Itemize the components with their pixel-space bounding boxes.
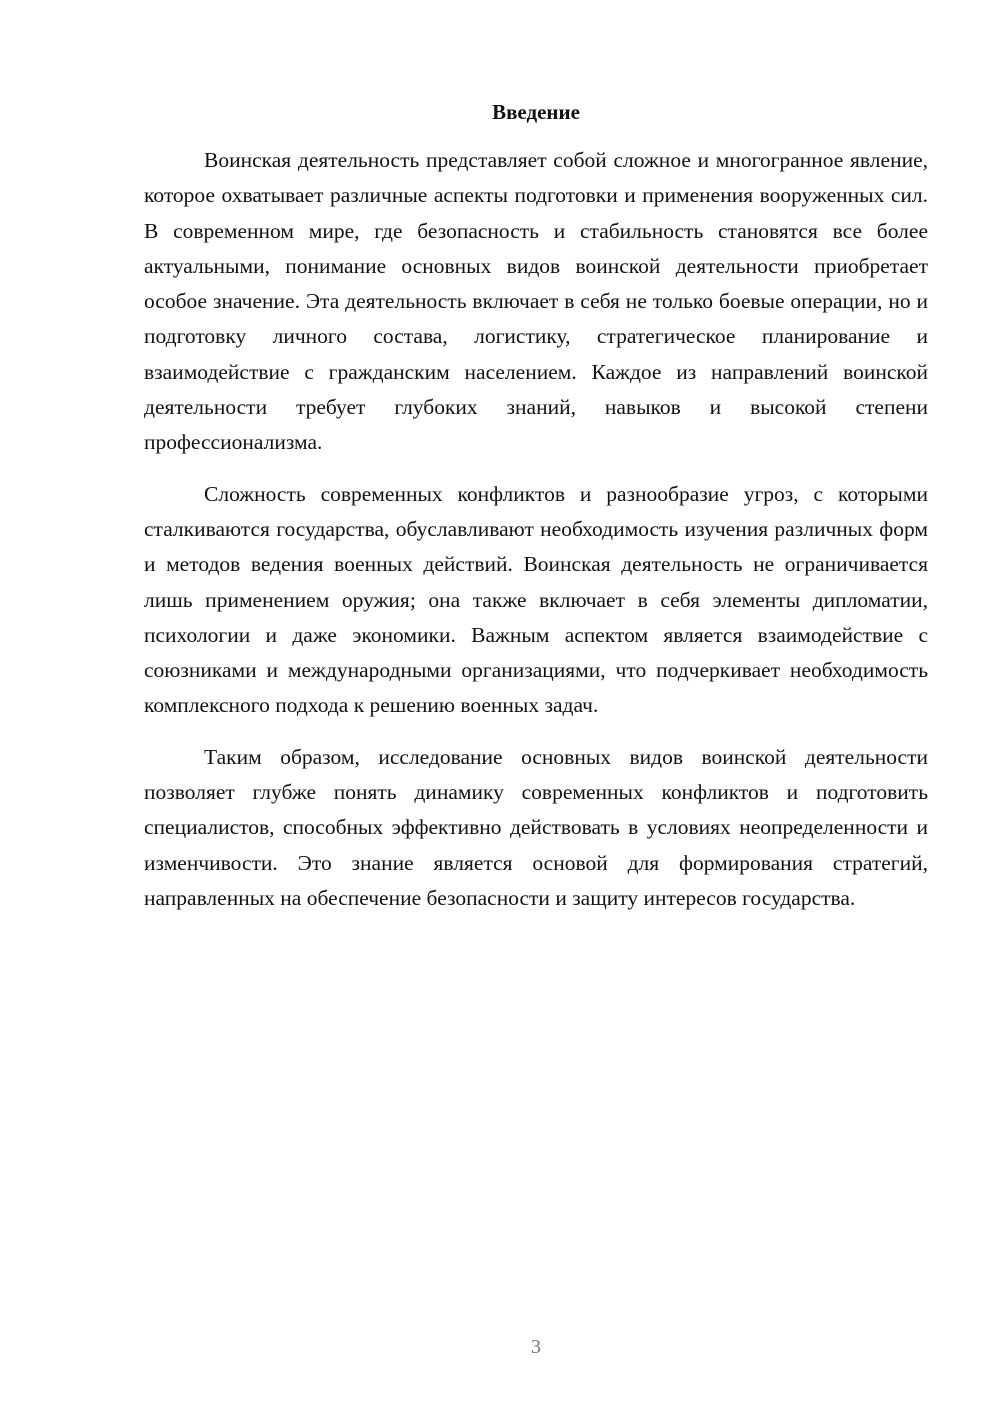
paragraph-3: Таким образом, исследование основных видов воинской деятельности позволяет глубже понять динамику современных конфликтов и подготовить специалистов, способных эффективно действовать в условиях неопределенности и изменчивости. Это знание является основой для формирования стратегий, направленных на обеспечение безопасности и защиту интересов государства. — [144, 744, 928, 910]
page-number: 3 — [531, 1336, 541, 1358]
paragraph-2: Сложность современных конфликтов и разнообразие угроз, с которыми сталкиваются государства, обуславливают необходимость изучения различных форм и методов ведения военных действий. Воинская деятельность не ограничивается лишь применением оружия; она также включает в себя элементы дипломатии, психологии и даже экономики. Важным аспектом является взаимодействие с союзниками и международными организациями, что подчеркивает необходимость комплексного подхода к решению военных задач. — [144, 481, 928, 718]
page-title: Введение — [492, 100, 580, 124]
paragraph-1: Воинская деятельность представляет собой сложное и многогранное явление, которое охватывает различные аспекты подготовки и применения вооруженных сил. В современном мире, где безопасность и стабильность становятся все более актуальными, понимание основных видов воинской деятельности приобретает особое значение. Эта деятельность включает в себя не только боевые операции, но и подготовку личного состава, логистику, стратегическое планирование и взаимодействие с гражданским населением. Каждое из направлений воинской деятельности требует глубоких знаний, навыков и высокой степени профессионализма. — [144, 148, 928, 455]
document-body — [144, 143, 928, 932]
